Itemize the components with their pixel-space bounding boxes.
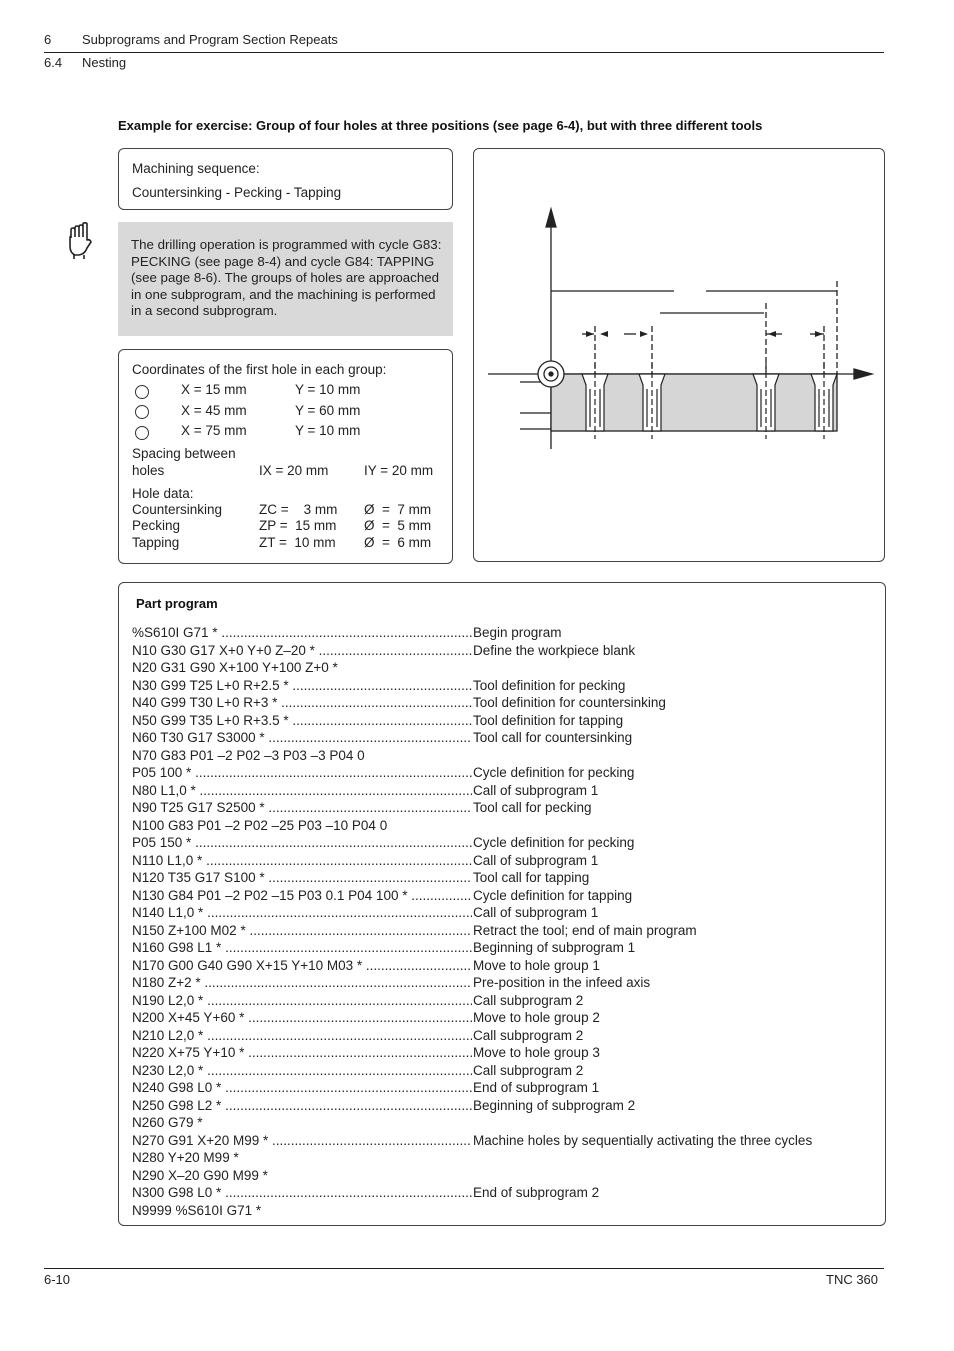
y-axis-arrow <box>546 209 556 227</box>
hole-1 <box>582 363 608 439</box>
coordinates-box <box>118 349 453 564</box>
program-line: N230 L2,0 * ..... Call subprogram 2 <box>132 1062 872 1080</box>
program-line: N60 T30 G17 S3000 * ..... Tool call for countersinking <box>132 729 872 747</box>
program-line: N90 T25 G17 S2500 * ..... Tool call for pecking <box>132 799 872 817</box>
hole-data-heading: Hole data: <box>132 486 194 501</box>
sequence-label: Machining sequence: <box>132 161 260 176</box>
program-line: N260 G79 * <box>132 1115 203 1130</box>
hand-pointing-icon <box>66 222 94 260</box>
note-box <box>118 222 453 336</box>
group-1-x: X = 15 mm <box>181 382 247 397</box>
program-line: N220 X+75 Y+10 * ..... Move to hole group 3 <box>132 1044 872 1062</box>
workpiece-drawing <box>474 149 884 561</box>
spacing-label-2: holes <box>132 463 165 478</box>
page-number: 6-10 <box>44 1272 71 1287</box>
program-line: N250 G98 L2 * ..... Beginning of subprogram 2 <box>132 1097 872 1115</box>
program-listing <box>132 624 872 1219</box>
group-1-circle-icon <box>135 385 149 399</box>
program-line: N160 G98 L1 * ..... Beginning of subprogram 1 <box>132 939 872 957</box>
program-line: N110 L1,0 * ..... Call of subprogram 1 <box>132 852 872 870</box>
program-line: N10 G30 G17 X+0 Y+0 Z–20 * ..... Define the workpiece blank <box>132 642 872 660</box>
group-3-x: X = 75 mm <box>181 423 247 438</box>
hole-3 <box>753 363 779 439</box>
program-line: N40 G99 T30 L+0 R+3 * ..... Tool definition for countersinking <box>132 694 872 712</box>
program-line: N20 G31 G90 X+100 Y+100 Z+0 * <box>132 660 338 675</box>
program-line: N9999 %S610I G71 * <box>132 1202 262 1218</box>
program-line: N180 Z+2 * ..... Pre-position in the infeed axis <box>132 974 872 992</box>
header-rule <box>44 52 884 53</box>
hole-data-dia: Ø = 6 mm <box>364 535 432 550</box>
note-text: The drilling operation is programmed with cycle G83: PECKING (see page 8-4) and cycle G84: TAPPING (see page 8-6). The groups of holes are approached in one subprogram, and the machining is performed in a second subprogram. <box>131 237 442 318</box>
section-number: 6.4 <box>44 55 63 70</box>
group-2-y: Y = 60 mm <box>295 403 361 418</box>
program-line: N240 G98 L0 * ..... End of subprogram 1 <box>132 1079 872 1097</box>
x-axis-arrow <box>854 369 872 379</box>
chapter-title: Subprograms and Program Section Repeats <box>82 32 338 47</box>
program-line: N280 Y+20 M99 * <box>132 1150 239 1165</box>
program-line: N140 L1,0 * ..... Call of subprogram 1 <box>132 904 872 922</box>
section-title: Nesting <box>82 55 127 70</box>
program-line: N300 G98 L0 * ..... End of subprogram 2 <box>132 1184 872 1202</box>
spacing-iy: IY = 20 mm <box>364 463 434 478</box>
program-line: N150 Z+100 M02 * ..... Retract the tool; end of main program <box>132 922 872 940</box>
hole-4 <box>811 363 837 439</box>
hole-data-name: Pecking <box>132 518 181 533</box>
chapter-number: 6 <box>44 32 52 47</box>
program-line: N50 G99 T35 L+0 R+3.5 * ..... Tool definition for tapping <box>132 712 872 730</box>
hole-data-depth: ZP = 15 mm <box>259 518 337 533</box>
program-line: P05 150 * ..... Cycle definition for pecking <box>132 834 872 852</box>
hole-data-depth: ZT = 10 mm <box>259 535 336 550</box>
footer-rule <box>44 1268 884 1269</box>
group-2-x: X = 45 mm <box>181 403 247 418</box>
hole-data-depth: ZC = 3 mm <box>259 502 338 517</box>
coordinates-heading: Coordinates of the first hole in each group: <box>132 362 387 377</box>
hole-2 <box>639 363 665 439</box>
group-3-circle-icon <box>135 426 149 440</box>
program-line: N200 X+45 Y+60 * ..... Move to hole group 2 <box>132 1009 872 1027</box>
spacing-label-1: Spacing between <box>132 446 236 461</box>
program-line: N120 T35 G17 S100 * ..... Tool call for tapping <box>132 869 872 887</box>
group-2-circle-icon <box>135 405 149 419</box>
group-1-y: Y = 10 mm <box>295 382 361 397</box>
program-line: N190 L2,0 * ..... Call subprogram 2 <box>132 992 872 1010</box>
program-line: N130 G84 P01 –2 P02 –15 P03 0.1 P04 100 * ..... Cycle definition for tapping <box>132 887 872 905</box>
program-line: %S610I G71 * ..... Begin program <box>132 624 872 642</box>
program-line: N290 X–20 G90 M99 * <box>132 1167 268 1183</box>
program-line: N100 G83 P01 –2 P02 –25 P03 –10 P04 0 <box>132 817 388 833</box>
hole-data-name: Tapping <box>132 535 180 550</box>
part-program-heading: Part program <box>136 596 218 611</box>
group-3-y: Y = 10 mm <box>295 423 361 438</box>
hole-data-dia: Ø = 7 mm <box>364 502 432 517</box>
sequence-value: Countersinking - Pecking - Tapping <box>132 185 342 200</box>
program-line: N270 G91 X+20 M99 * ..... Machine holes by sequentially activating the three cycles <box>132 1132 872 1150</box>
hole-data-dia: Ø = 5 mm <box>364 518 432 533</box>
program-line: P05 100 * ..... Cycle definition for pecking <box>132 764 872 782</box>
program-line: N30 G99 T25 L+0 R+2.5 * ..... Tool definition for pecking <box>132 677 872 695</box>
spacing-ix: IX = 20 mm <box>259 463 329 478</box>
example-title: Example for exercise: Group of four holes at three positions (see page 6-4), but with three different tools <box>118 118 763 133</box>
product-name: TNC 360 <box>826 1272 879 1287</box>
drawing-box <box>473 148 885 562</box>
machining-sequence-box <box>118 148 453 210</box>
program-line: N70 G83 P01 –2 P02 –3 P03 –3 P04 0 <box>132 747 365 763</box>
program-line: N170 G00 G40 G90 X+15 Y+10 M03 * ..... Move to hole group 1 <box>132 957 872 975</box>
program-line: N210 L2,0 * ..... Call subprogram 2 <box>132 1027 872 1045</box>
hole-data-name: Countersinking <box>132 502 223 517</box>
program-line: N80 L1,0 * ..... Call of subprogram 1 <box>132 782 872 800</box>
